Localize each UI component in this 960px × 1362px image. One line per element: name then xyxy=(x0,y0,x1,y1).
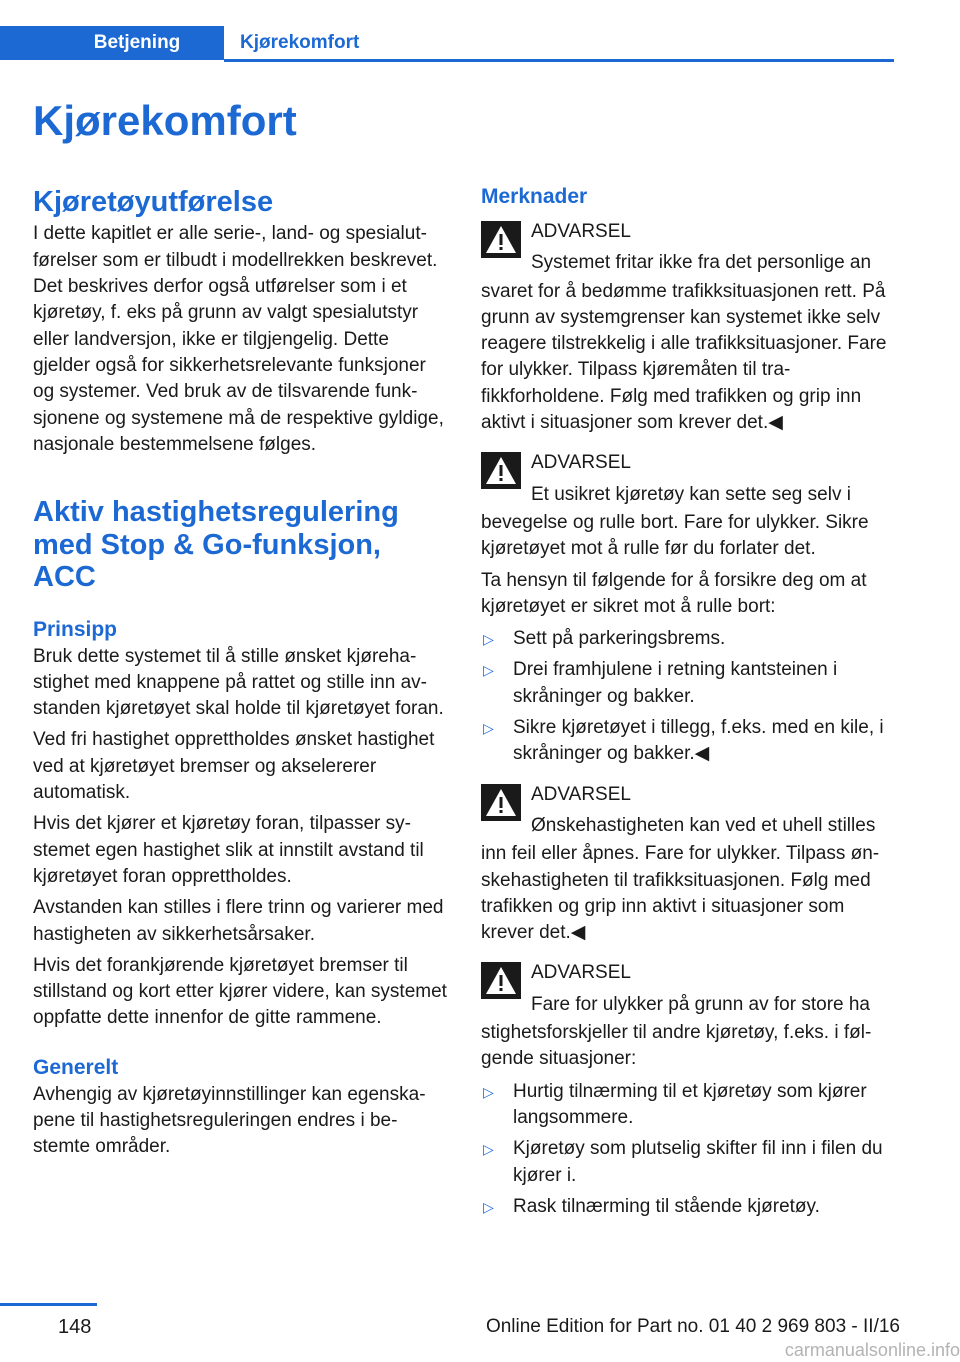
prinsipp-paragraph: Bruk dette systemet til å stille ønsket kjørehastighet med knappene på rattet og stille inn avstanden kjøretøyet skal holde til kjøretøyet foran. xyxy=(33,645,444,720)
warning-label: ADVARSEL xyxy=(531,221,631,242)
subheading-merknader: Merknader xyxy=(481,185,588,208)
header-chapter-tab xyxy=(240,26,359,60)
warning-block xyxy=(481,450,895,562)
warning-block xyxy=(481,782,895,947)
list-item: ▷ Sikre kjøretøyet i tillegg, f.eks. med en kile, i skråninger og bakker.◀ xyxy=(481,715,895,768)
warning-first-line: Ønskehastigheten kan ved et uhell stilles xyxy=(531,814,876,836)
header-chapter-label: Kjørekomfort xyxy=(240,32,360,53)
left-column xyxy=(33,186,448,1161)
warning-triangle-icon xyxy=(481,452,521,489)
warning-text: stighetsforskjeller til andre kjøretøy, f.eks. i følgende situasjoner: xyxy=(481,1022,872,1070)
warning-label: ADVARSEL xyxy=(531,452,631,474)
warning-triangle-icon xyxy=(481,962,521,999)
warning-text: inn feil eller åpnes. Fare for ulykker. Tilpass ønskehastigheten til trafikksituasjonen. Følg med trafikken og grip inn aktivt i situasjoner som krever det.◀ xyxy=(481,843,880,944)
prinsipp-paragraph: Hvis det forankjørende kjøretøyet bremser til stillstand og kort etter kjører videre, kan systemet oppfatte dette innenfor de gitte rammene. xyxy=(33,954,447,1029)
list-item: ▷ Sett på parkeringsbrems. xyxy=(481,626,895,652)
warning-first-line: Systemet fritar ikke fra det personlige an xyxy=(531,252,872,274)
header-rule xyxy=(224,59,894,62)
subheading-prinsipp: Prinsipp xyxy=(33,617,118,641)
warning-text: svaret for å bedømme trafikksituasjonen rett. På grunn av systemgrenser kan systemet ikke selv reagere tilstrekkelig i alle trafikksituasjoner. Fare for ulykker. Tilpass kjøremåten til trafikkforholdene. Følg med trafikken og grip inn aktivt i situasjoner som krever det.◀ xyxy=(481,280,887,434)
warning-triangle-icon xyxy=(481,221,521,258)
prinsipp-paragraph: Ved fri hastighet opprettholdes ønsket hastighet ved at kjøretøyet bremser og akselererer automatisk. xyxy=(33,729,435,804)
list-item: ▷ Rask tilnærming til stående kjøretøy. xyxy=(481,1194,895,1220)
section-heading-vehicle-version: Kjøretøyutførelse xyxy=(33,186,274,218)
warning-block xyxy=(481,219,895,436)
section-heading-acc: Aktiv hastighetsregulering med Stop & Go-funksjon, ACC xyxy=(33,496,399,594)
list-item: ▷ Kjøretøy som plutselig skifter fil inn i filen du kjører i. xyxy=(481,1136,895,1189)
warning-label: ADVARSEL xyxy=(531,962,631,984)
warning-first-line: Et usikret kjøretøy kan sette seg selv i xyxy=(531,483,851,505)
rolling-intro: Ta hensyn til følgende for å forsikre deg om at kjøretøyet er sikret mot å rulle bort: xyxy=(481,569,867,617)
page-number: 148 xyxy=(58,1316,92,1338)
list-item: ▷ Hurtig tilnærming til et kjøretøy som kjører langsommere. xyxy=(481,1079,895,1132)
header-section-tab xyxy=(0,26,224,60)
vehicle-version-text: I dette kapitlet er alle serie-, land- og spesialutførelser som er tilbudt i modellrekken beskrevet. Det beskrives derfor også utførelser som i et kjøretøy, f. eks på grunn av valgt spesialutstyr eller landversjon, ikke er tilgjengelig. Dette gjelder også for sikkerhetsrelevante funksjoner og systemer. Ved bruk av de tilsvarende funksjonene og systemene må de respektive gyldige, nasjonale bestemmelsene følges. xyxy=(33,223,444,455)
warning-first-line: Fare for ulykker på grunn av for store ha xyxy=(531,993,870,1015)
warning-block xyxy=(481,960,895,1072)
watermark: carmanualsonline.info xyxy=(784,1340,960,1360)
list-item: ▷ Drei framhjulene i retning kantsteinen i skråninger og bakker. xyxy=(481,657,895,710)
warning-triangle-icon xyxy=(481,784,521,821)
page-title: Kjørekomfort xyxy=(33,97,297,144)
footer-rule xyxy=(0,1303,97,1306)
rolling-list xyxy=(481,626,895,767)
prinsipp-paragraph: Avstanden kan stilles i flere trinn og varierer med hastigheten av sikkerhetsårsaker. xyxy=(33,897,444,945)
header-section-label: Betjening xyxy=(93,32,181,53)
prinsipp-paragraph: Hvis det kjører et kjøretøy foran, tilpasser systemet egen hastighet slik at innstilt avstand til kjøretøyet foran opprettholdes. xyxy=(33,813,424,887)
warning-label: ADVARSEL xyxy=(531,783,631,805)
warning-text: bevegelse og rulle bort. Fare for ulykker. Sikre kjøretøyet mot å rulle før du forlater det. xyxy=(481,511,869,560)
subheading-generelt: Generelt xyxy=(33,1055,119,1079)
generelt-paragraph: Avhengig av kjøretøyinnstillinger kan egenskapene til hastighetsreguleringen endres i bestemte områder. xyxy=(33,1083,426,1158)
right-column xyxy=(481,183,895,1220)
situation-list xyxy=(481,1079,895,1220)
edition-text: Online Edition for Part no. 01 40 2 969 803 - II/16 xyxy=(485,1316,900,1337)
